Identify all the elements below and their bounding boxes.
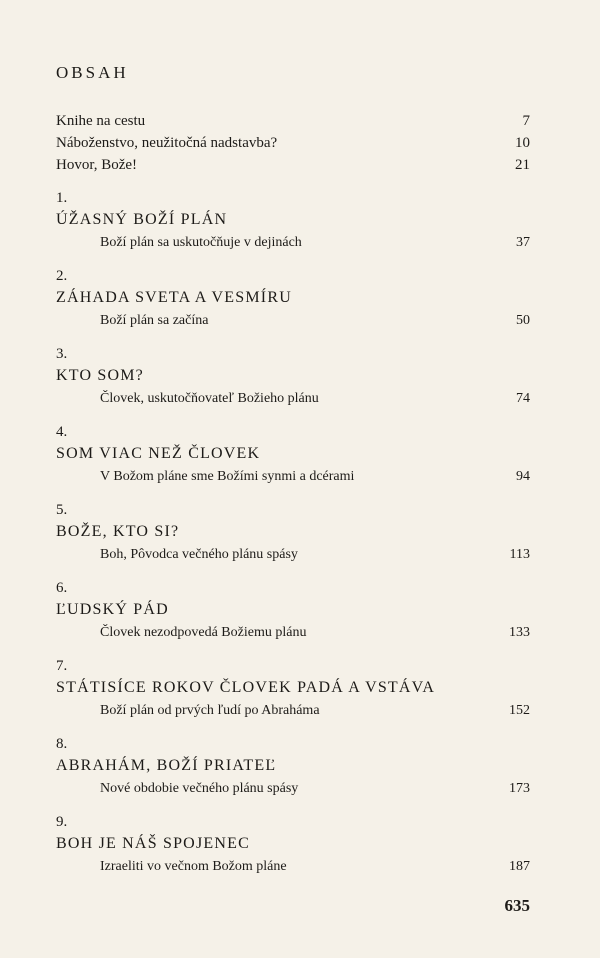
toc-entry (56, 110, 530, 132)
chapter-title: ÚŽASNÝ BOŽÍ PLÁN (56, 211, 228, 228)
chapter-title: ZÁHADA SVETA A VESMÍRU (56, 289, 292, 306)
chapter-subtitle: Človek, uskutočňovateľ Božieho plánu (100, 391, 319, 406)
chapter-subtitle-row (56, 232, 530, 254)
entry-page-number: 113 (509, 547, 530, 562)
entry-title: Knihe na cestu (56, 113, 146, 129)
toc-entry (56, 154, 530, 176)
chapter-subtitle: Človek nezodpovedá Božiemu plánu (100, 625, 307, 640)
entry-page-number: 133 (509, 625, 530, 640)
chapter-subtitle: Boží plán sa uskutočňuje v dejinách (100, 235, 302, 250)
chapter-subtitle-row (56, 856, 530, 878)
chapter-title: KTO SOM? (56, 367, 144, 384)
entry-page-number: 152 (509, 703, 530, 718)
chapter-number: 3. (56, 346, 68, 362)
chapter-subtitle-row (56, 700, 530, 722)
chapter-subtitle: Boží plán sa začína (100, 313, 209, 328)
entry-page-number: 94 (516, 469, 530, 484)
chapter-entry (56, 422, 530, 488)
chapter-subtitle: Nové obdobie večného plánu spásy (100, 781, 299, 796)
chapter-subtitle-row (56, 622, 530, 644)
entry-page-number: 50 (516, 313, 530, 328)
chapter-title: STÁTISÍCE ROKOV ČLOVEK PADÁ A VSTÁVA (56, 679, 436, 696)
chapter-title: BOH JE NÁŠ SPOJENEC (56, 835, 250, 852)
chapter-subtitle-row (56, 310, 530, 332)
chapter-number: 8. (56, 736, 68, 752)
entry-page-number: 21 (515, 157, 530, 173)
chapter-subtitle-row (56, 466, 530, 488)
chapter-subtitle-row (56, 778, 530, 800)
chapter-entry (56, 812, 530, 878)
chapter-subtitle: Boží plán od prvých ľudí po Abraháma (100, 703, 320, 718)
chapter-subtitle: V Božom pláne sme Božími synmi a dcérami (100, 469, 355, 484)
chapter-number: 7. (56, 658, 68, 674)
chapter-entry (56, 266, 530, 332)
chapter-number: 9. (56, 814, 68, 830)
chapter-number: 5. (56, 502, 68, 518)
intro-entries (56, 110, 530, 176)
chapter-entry (56, 188, 530, 254)
chapter-subtitle: Izraeliti vo večnom Božom pláne (100, 859, 287, 874)
entry-page-number: 37 (516, 235, 530, 250)
chapter-entry (56, 344, 530, 410)
chapter-subtitle: Boh, Pôvodca večného plánu spásy (100, 547, 298, 562)
chapter-subtitle-row (56, 388, 530, 410)
entry-page-number: 187 (509, 859, 530, 874)
chapter-number: 2. (56, 268, 68, 284)
chapter-number: 6. (56, 580, 68, 596)
toc-heading: OBSAH (56, 63, 129, 82)
chapter-entry (56, 656, 530, 722)
entry-page-number: 10 (515, 135, 530, 151)
chapter-subtitle-row (56, 544, 530, 566)
entry-page-number: 74 (516, 391, 530, 406)
toc-entry (56, 132, 530, 154)
chapter-entry (56, 500, 530, 566)
chapter-entry (56, 734, 530, 800)
chapter-title: ABRAHÁM, BOŽÍ PRIATEĽ (56, 757, 277, 774)
chapter-title: ĽUDSKÝ PÁD (56, 601, 169, 618)
entry-page-number: 7 (522, 113, 530, 129)
chapter-number: 1. (56, 190, 68, 206)
chapter-number: 4. (56, 424, 68, 440)
table-of-contents (56, 62, 530, 878)
chapter-title: BOŽE, KTO SI? (56, 523, 180, 540)
chapter-entry (56, 578, 530, 644)
entry-page-number: 173 (509, 781, 530, 796)
entry-title: Náboženstvo, neužitočná nadstavba? (56, 135, 278, 151)
entry-title: Hovor, Bože! (56, 157, 138, 173)
page-number: 635 (504, 896, 530, 915)
chapter-title: SOM VIAC NEŽ ČLOVEK (56, 445, 261, 462)
